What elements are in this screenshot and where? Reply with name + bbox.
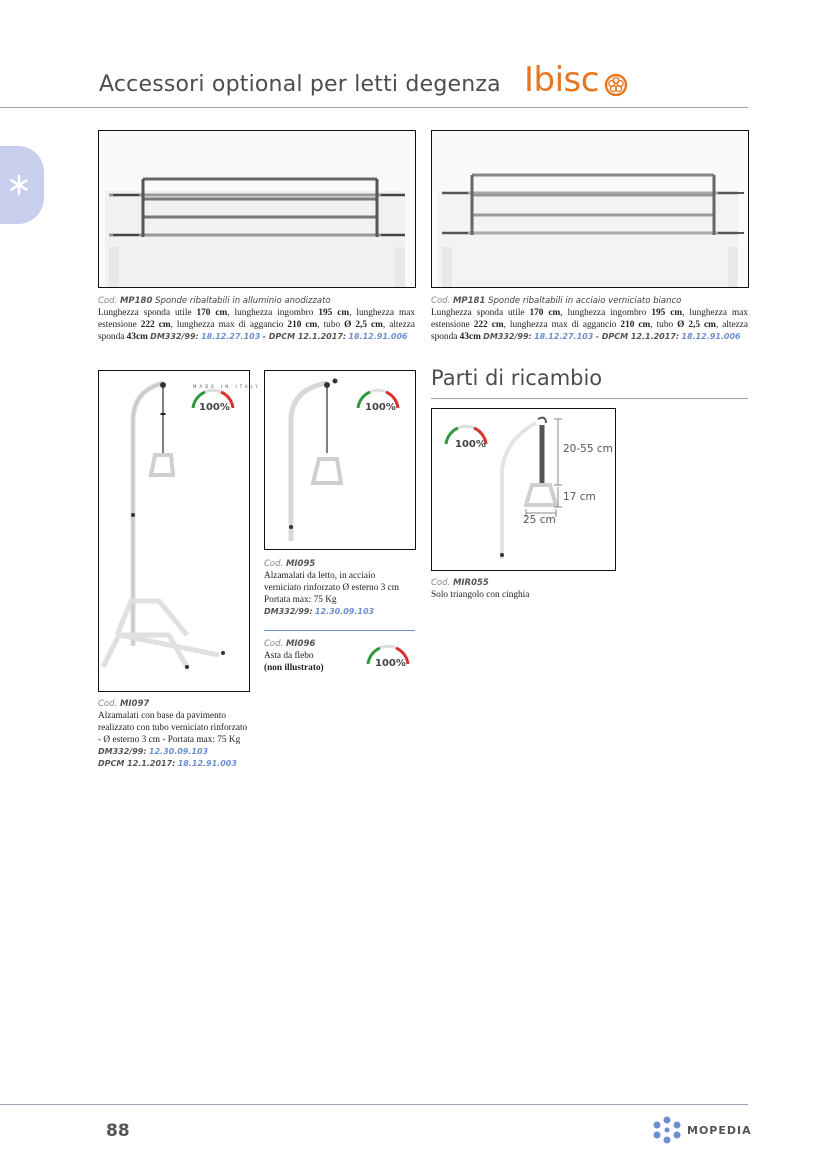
reg-label: - DPCM 12.1.2017: (262, 332, 347, 341)
product-image-mi097 (98, 370, 250, 692)
page-title: Accessori optional per letti degenza (99, 72, 501, 97)
product-title: Sponde ribaltabili in alluminio anodizzato (155, 296, 331, 306)
desc-line: Alzamalati da letto, in acciaio (264, 571, 376, 581)
reg-value: 12.30.09.103 (314, 607, 375, 616)
reg-label: DM332/99: (98, 747, 147, 756)
product-code: MI095 (285, 559, 316, 569)
reg-label: DM332/99: (150, 332, 199, 341)
divider (264, 630, 415, 631)
cod-label: Cod. (431, 296, 451, 306)
product-code: MP181 (452, 296, 486, 306)
bed-rail-illustration (432, 131, 748, 287)
desc-line: Portata max: 75 Kg (264, 595, 337, 605)
caption-mi095 (264, 558, 424, 618)
badge-percent: 100% (199, 402, 230, 413)
desc-bold: 210 cm (620, 320, 651, 330)
caption-mp180 (98, 295, 415, 343)
reg-value: 18.12.91.003 (177, 759, 237, 768)
product-description (98, 307, 415, 343)
desc-bold: 170 cm (529, 308, 561, 318)
desc-bold: Ø 2,5 cm (344, 320, 383, 330)
desc-bold: 170 cm (196, 308, 228, 318)
desc-text: , altezza sponda (431, 320, 749, 342)
desc-line: Asta da flebo (264, 651, 314, 661)
badge-percent: 100% (455, 439, 486, 450)
desc-line: Solo triangolo con cinghia (431, 590, 530, 600)
page-number: 88 (106, 1121, 130, 1141)
cod-label: Cod. (98, 699, 118, 709)
desc-bold: 43cm (459, 332, 481, 342)
desc-bold: 210 cm (287, 320, 318, 330)
section-title: Parti di ricambio (431, 366, 603, 390)
desc-text: , tubo (650, 320, 678, 330)
product-code: MP180 (119, 296, 153, 306)
header-rule (0, 107, 748, 108)
caption-mp181 (431, 295, 748, 343)
desc-bold: 195 cm (651, 308, 683, 318)
reg-value: 18.12.27.103 (534, 332, 594, 341)
svg-text:MADE IN ITALY: MADE IN ITALY (193, 384, 261, 389)
desc-text: , lunghezza max di aggancio (503, 320, 621, 330)
desc-line: (non illustrato) (264, 663, 324, 673)
brand-flower-icon (604, 73, 628, 97)
reg-label: DPCM 12.1.2017: (98, 759, 176, 768)
footer-brand: MOPEDIA (687, 1124, 752, 1137)
reg-label: - DPCM 12.1.2017: (595, 332, 680, 341)
desc-text: Lunghezza sponda utile (431, 308, 530, 318)
product-title: Sponde ribaltabili in acciaio verniciato bianco (488, 296, 682, 306)
desc-text: , lunghezza ingombro (560, 308, 652, 318)
caption-mi097 (98, 698, 258, 770)
cod-label: Cod. (264, 639, 284, 649)
cod-label: Cod. (264, 559, 284, 569)
reg-label: DM332/99: (264, 607, 313, 616)
mopedia-logo-icon (651, 1114, 683, 1146)
badge-percent: 100% (375, 658, 406, 669)
cod-label: Cod. (98, 296, 118, 306)
desc-line: realizzato con tubo verniciato rinforzato (98, 723, 248, 733)
dimension-triangle-height: 17 cm (563, 491, 596, 503)
brand-logo-text: Ibisc (524, 60, 599, 100)
footer-rule (0, 1104, 748, 1105)
product-image-mp181 (431, 130, 749, 288)
product-code: MI096 (285, 639, 316, 649)
desc-bold: 195 cm (318, 308, 350, 318)
badge-percent: 100% (365, 402, 396, 413)
desc-bold: Ø 2,5 cm (677, 320, 716, 330)
reg-label: DM332/99: (483, 332, 532, 341)
product-image-mp180 (98, 130, 416, 288)
desc-text: Lunghezza sponda utile (98, 308, 197, 318)
desc-text: , lunghezza max estensione (98, 308, 416, 330)
product-code: MIR055 (452, 578, 489, 588)
desc-text: , lunghezza max di aggancio (170, 320, 288, 330)
bed-rail-illustration (99, 131, 415, 287)
reg-value: 12.30.09.103 (148, 747, 209, 756)
desc-line: Alzamalati con base da pavimento (98, 711, 227, 721)
desc-line: verniciato rinforzato Ø esterno 3 cm (264, 583, 400, 593)
desc-text: , tubo (317, 320, 345, 330)
dimension-triangle-width: 25 cm (523, 514, 556, 526)
product-description (431, 307, 748, 343)
dimension-height: 20-55 cm (563, 443, 613, 455)
patient-lift-floor-illustration (99, 371, 249, 691)
desc-bold: 222 cm (140, 320, 171, 330)
caption-mir055 (431, 577, 631, 601)
desc-text: , lunghezza ingombro (227, 308, 319, 318)
asterisk-icon (9, 174, 29, 196)
desc-text: , altezza sponda (98, 320, 416, 342)
product-code: MI097 (119, 699, 150, 709)
desc-text: , lunghezza max estensione (431, 308, 749, 330)
reg-value: 18.12.91.006 (348, 332, 408, 341)
cod-label: Cod. (431, 578, 451, 588)
desc-bold: 43cm (126, 332, 148, 342)
caption-mi096 (264, 638, 364, 674)
reg-value: 18.12.91.006 (681, 332, 741, 341)
desc-line: - Ø esterno 3 cm - Portata max: 75 Kg (98, 735, 241, 745)
reg-value: 18.12.27.103 (201, 332, 261, 341)
section-rule (431, 398, 748, 399)
desc-bold: 222 cm (473, 320, 504, 330)
